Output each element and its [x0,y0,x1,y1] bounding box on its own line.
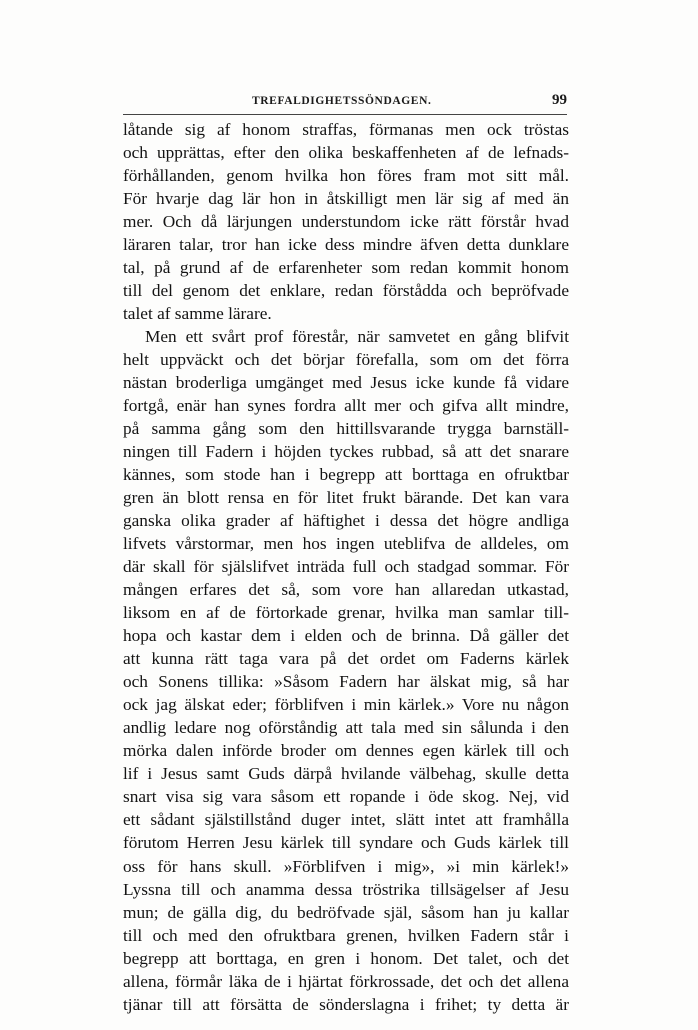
text-line: där skall för själslifvet inträda full och stadgad sommar. För [123,557,569,577]
text-line: nästan broderliga umgänget med Jesus icke kunde få vidare [123,373,569,393]
text-line: andlig ledare nog oförståndig att tala med sin sålunda i den [123,718,569,738]
body-text [123,118,569,1016]
text-line: begrepp att borttaga, en gren i honom. Det talet, och det [123,948,569,968]
text-line: till och med den ofruktbara grenen, hvilken Fadern står i [123,925,569,945]
text-line: förutom Herren Jesu kärlek till syndare och Guds kärlek till [123,833,569,853]
text-line: på samma gång som den hittillsvarande trygga barnställ- [123,419,569,439]
text-line: till del genom det enklare, redan förstådda och bepröfvade [123,281,569,301]
text-line: låtande sig af honom straffas, förmanas men ock tröstas [123,120,569,139]
text-line: Lyssna till och anamma dessa tröstrika tillsägelser af Jesu [123,879,569,899]
text-line: och Sonens tillika: »Såsom Fadern har älskat mig, så har [123,672,569,692]
page-number: 99 [552,92,567,108]
text-line: fortgå, enär han synes fordra allt mer och gifva allt mindre, [123,396,569,416]
text-line: kännes, som stode han i begrepp att borttaga en ofruktbar [123,465,569,485]
text-line: ock jag älskat eder; förblifven i min kärlek.» Vore nu någon [123,695,569,715]
text-line: mer. Och då lärjungen understundom icke rätt förstår hvad [123,212,569,232]
page-header [123,93,567,113]
text-line: att kunna rätt taga vara på det ordet om Faderns kärlek [123,649,569,669]
running-title: TREFALDIGHETSSÖNDAGEN. [252,95,432,107]
text-line: Men ett svårt prof förestår, när samvetet en gång blifvit [145,327,569,347]
text-line: tjänar till att försätta de sönderslagna i frihet; ty detta är [123,994,569,1014]
text-line: snart visa sig vara såsom ett ropande i öde skog. Nej, vid [123,787,569,807]
text-line: mörka dalen införde broder om dennes egen kärlek till och [123,741,569,761]
text-line: talet af samme lärare. [123,304,272,324]
text-line: tal, på grund af de erfarenheter som redan kommit honom [123,258,569,278]
text-line: ningen till Fadern i höjden tyckes rubbad, så att det snarare [123,442,569,462]
text-line: ett sådant själstillstånd duger intet, slätt intet att framhålla [123,810,569,830]
text-line: lif i Jesus samt Guds därpå hvilande välbehag, skulle detta [123,764,569,784]
text-line: lifvets vårstormar, men hos ingen uteblifva de alldeles, om [123,534,569,554]
text-line: gren än blott rensa en för litet frukt bärande. Det kan vara [123,488,569,508]
text-line: läraren talar, tror han icke dess mindre äfven detta dunklare [123,235,569,255]
text-line: allena, förmår läka de i hjärtat förkrossade, det och det allena [123,971,569,991]
header-rule [123,114,567,115]
text-line: oss för hans skull. »Förblifven i mig», »i min kärlek!» [123,856,569,876]
text-line: liksom en af de förtorkade grenar, hvilka man samlar till- [123,603,569,623]
text-line: förhållanden, genom hvilka hon föres fram mot sitt mål. [123,166,569,186]
text-line: mun; de gälla dig, du bedröfvade själ, såsom han ju kallar [123,902,569,922]
text-line: och upprättas, efter den olika beskaffenheten af de lefnads- [123,143,569,163]
text-line: mången erfares det så, som vore han allaredan utkastad, [123,580,569,600]
text-line: ganska olika grader af häftighet i dessa det högre andliga [123,511,569,531]
text-line: helt uppväckt och det börjar förefalla, som om det förra [123,350,569,370]
text-line: För hvarje dag lär hon in åtskilligt men lär sig af med än [123,189,569,209]
text-line: hopa och kastar dem i elden och de brinna. Då gäller det [123,626,569,646]
